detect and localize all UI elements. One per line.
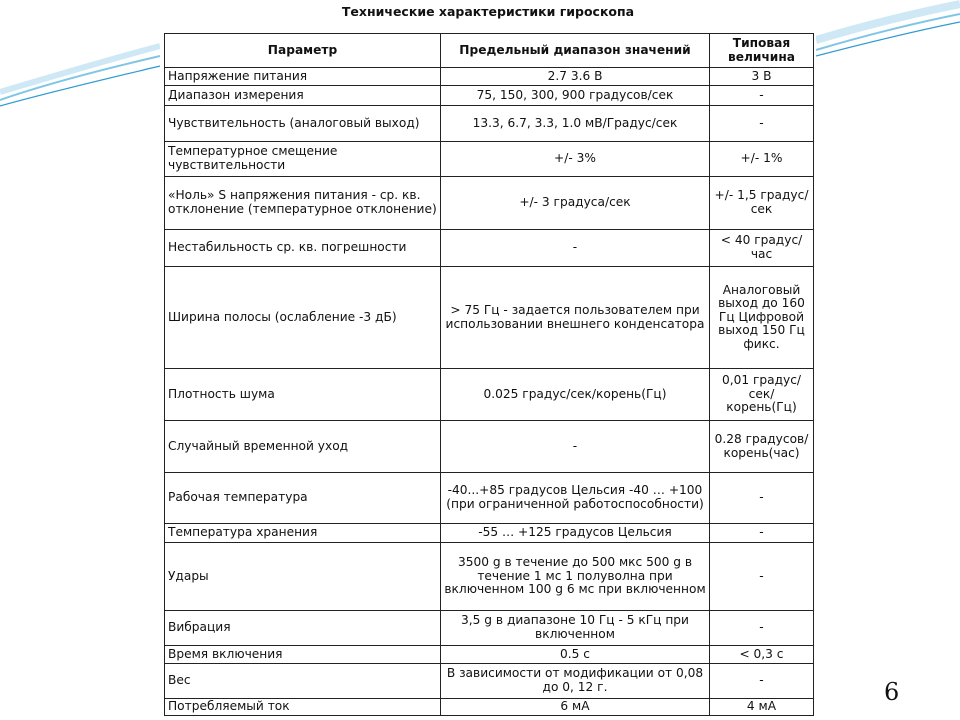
cell-typical: 0.28 градусов/ корень(час) bbox=[710, 421, 814, 473]
table-row bbox=[165, 524, 814, 543]
cell-parameter: Случайный временной уход bbox=[165, 421, 441, 473]
document-title: Технические характеристики гироскопа bbox=[341, 4, 635, 19]
table-row bbox=[165, 543, 814, 611]
table-row bbox=[165, 106, 814, 142]
cell-typical: - bbox=[710, 86, 814, 106]
table-row bbox=[165, 473, 814, 524]
cell-parameter: Ширина полосы (ослабление -3 дБ) bbox=[165, 267, 441, 369]
cell-parameter: Вес bbox=[165, 664, 441, 699]
cell-parameter: Потребляемый ток bbox=[165, 699, 441, 716]
cell-range: 6 мА bbox=[441, 699, 710, 716]
header-range: Предельный диапазон значений bbox=[441, 34, 710, 68]
cell-range: 75, 150, 300, 900 градусов/сек bbox=[441, 86, 710, 106]
cell-range: - bbox=[441, 421, 710, 473]
cell-parameter: Температурное смещение чувствительности bbox=[165, 142, 441, 177]
cell-range: +/- 3 градуса/сек bbox=[441, 177, 710, 230]
swoosh-left-mid bbox=[0, 56, 160, 100]
table-row bbox=[165, 142, 814, 177]
cell-typical: < 40 градус/ час bbox=[710, 230, 814, 267]
cell-parameter: Нестабильность ср. кв. погрешности bbox=[165, 230, 441, 267]
cell-parameter: Температура хранения bbox=[165, 524, 441, 543]
cell-parameter: Диапазон измерения bbox=[165, 86, 441, 106]
cell-typical: < 0,3 с bbox=[710, 646, 814, 664]
cell-parameter: Плотность шума bbox=[165, 369, 441, 421]
cell-parameter: Вибрация bbox=[165, 611, 441, 646]
table-row bbox=[165, 267, 814, 369]
header-typical: Типовая величина bbox=[710, 34, 814, 68]
cell-typical: - bbox=[710, 524, 814, 543]
cell-range: 3,5 g в диапазоне 10 Гц - 5 кГц при включенном bbox=[441, 611, 710, 646]
cell-range: 3500 g в течение до 500 мкс 500 g в течение 1 мс 1 полуволна при включенном 100 g 6 мс при включенном bbox=[441, 543, 710, 611]
cell-range: -55 … +125 градусов Цельсия bbox=[441, 524, 710, 543]
table-row bbox=[165, 421, 814, 473]
page-number: 6 bbox=[884, 678, 900, 706]
cell-parameter: Удары bbox=[165, 543, 441, 611]
table-header-row bbox=[165, 34, 814, 68]
cell-typical: Аналоговый выход до 160 Гц Цифровой выход 150 Гц фикс. bbox=[710, 267, 814, 369]
table-row bbox=[165, 699, 814, 716]
table-row bbox=[165, 230, 814, 267]
cell-range: -40...+85 градусов Цельсия -40 … +100 (при ограниченной работоспособности) bbox=[441, 473, 710, 524]
cell-typical: 0,01 градус/ сек/ корень(Гц) bbox=[710, 369, 814, 421]
cell-range: 0.025 градус/сек/корень(Гц) bbox=[441, 369, 710, 421]
cell-parameter: Время включения bbox=[165, 646, 441, 664]
cell-typical: 4 мА bbox=[710, 699, 814, 716]
swoosh-right-light bbox=[816, 4, 960, 40]
cell-range: > 75 Гц - задается пользователем при использовании внешнего конденсатора bbox=[441, 267, 710, 369]
specifications-table bbox=[164, 33, 814, 716]
cell-range: +/- 3% bbox=[441, 142, 710, 177]
table-row bbox=[165, 611, 814, 646]
cell-typical: - bbox=[710, 611, 814, 646]
table-row bbox=[165, 177, 814, 230]
table-row bbox=[165, 664, 814, 699]
cell-typical: +/- 1,5 градус/сек bbox=[710, 177, 814, 230]
cell-parameter: Напряжение питания bbox=[165, 68, 441, 86]
swoosh-right-dark bbox=[816, 22, 960, 56]
cell-range: В зависимости от модификации от 0,08 до 0, 12 г. bbox=[441, 664, 710, 699]
table-row bbox=[165, 369, 814, 421]
cell-parameter: Чувствительность (аналоговый выход) bbox=[165, 106, 441, 142]
cell-typical: +/- 1% bbox=[710, 142, 814, 177]
cell-parameter: Рабочая температура bbox=[165, 473, 441, 524]
cell-typical: - bbox=[710, 106, 814, 142]
cell-parameter: «Ноль» S напряжения питания - ср. кв. отклонение (температурное отклонение) bbox=[165, 177, 441, 230]
cell-typical: - bbox=[710, 664, 814, 699]
table-row bbox=[165, 68, 814, 86]
cell-range: 2.7 3.6 В bbox=[441, 68, 710, 86]
cell-typical: - bbox=[710, 543, 814, 611]
cell-typical: 3 В bbox=[710, 68, 814, 86]
cell-range: - bbox=[441, 230, 710, 267]
cell-typical: - bbox=[710, 473, 814, 524]
cell-range: 13.3, 6.7, 3.3, 1.0 мВ/Градус/сек bbox=[441, 106, 710, 142]
table-row bbox=[165, 86, 814, 106]
header-parameter: Параметр bbox=[165, 34, 441, 68]
cell-range: 0.5 с bbox=[441, 646, 710, 664]
table-row bbox=[165, 646, 814, 664]
